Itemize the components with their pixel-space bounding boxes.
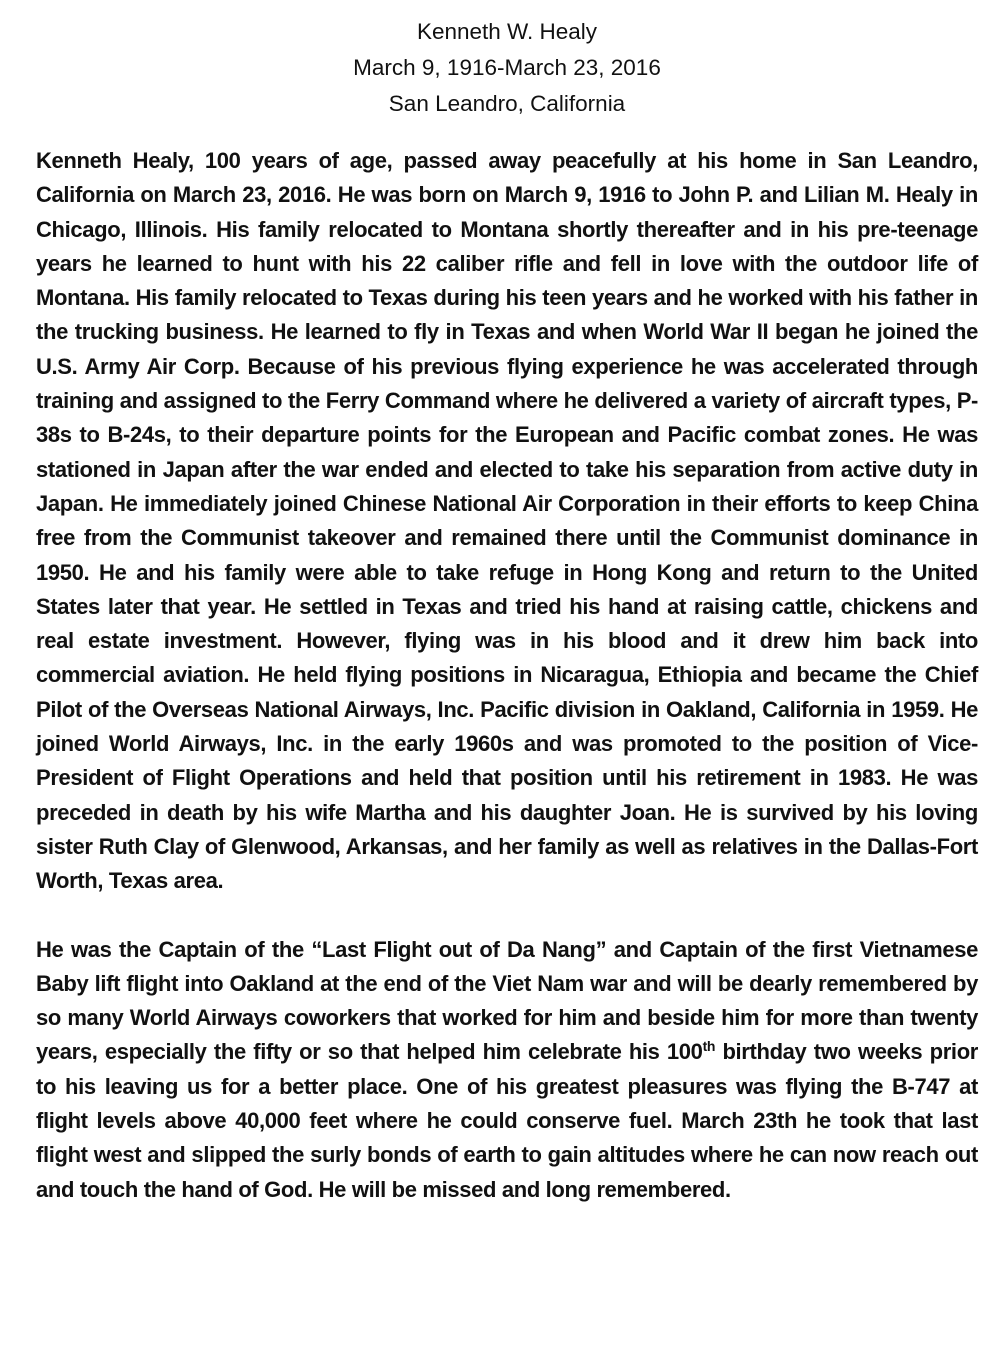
obituary-header [36, 14, 978, 122]
paragraph-2-text-a: He was the Captain of the “Last Flight out of Da Nang” and Captain of the first Vietnamese Baby lift flight into Oakland at the end of the Viet Nam war and will be dearly remembered by so many World Airways coworkers that worked for him and beside him for more than twenty years, especially the fifty or so that helped him celebrate his 100 [36, 936, 978, 1065]
hometown: San Leandro, California [388, 91, 626, 116]
ordinal-superscript: th [702, 1038, 716, 1055]
life-dates: March 9, 1916-March 23, 2016 [353, 55, 661, 80]
obituary-paragraph-1: Kenneth Healy, 100 years of age, passed away peacefully at his home in San Leandro, California on March 23, 2016. He was born on March 9, 1916 to John P. and Lilian M. Healy in Chicago, Illinois. His family relocated to Montana shortly thereafter and in his pre-teenage years he learned to hunt with his 22 caliber rifle and fell in love with the outdoor life of Montana. His family relocated to Texas during his teen years and he worked with his father in the trucking business. He learned to fly in Texas and when World War II began he joined the U.S. Army Air Corp. Because of his previous flying experience he was accelerated through training and assigned to the Ferry Command where he delivered a variety of aircraft types, P-38s to B-24s, to their departure points for the European and Pacific combat zones. He was stationed in Japan after the war ended and elected to take his separation from active duty in Japan. He immediately joined Chinese National Air Corporation in their efforts to keep China free from the Communist takeover and remained there until the Communist dominance in 1950. He and his family were able to take refuge in Hong Kong and return to the United States later that year. He settled in Texas and tried his hand at raising cattle, chickens and real estate investment. However, flying was in his blood and it drew him back into commercial aviation. He held flying positions in Nicaragua, Ethiopia and became the Chief Pilot of the Overseas National Airways, Inc. Pacific division in Oakland, California in 1959. He joined World Airways, Inc. in the early 1960s and was promoted to the position of Vice-President of Flight Operations and held that position until his retirement in 1983. He was preceded in death by his wife Martha and his daughter Joan. He is survived by his loving sister Ruth Clay of Glenwood, Arkansas, and her family as well as relatives in the Dallas-Fort Worth, Texas area. [36, 148, 978, 894]
paragraph-2-text-b: birthday two weeks prior to his leaving us for a better place. One of his greatest pleasures was flying the B-747 at flight levels above 40,000 feet where he could conserve fuel. March 23th he took that last flight west and slipped the surly bonds of earth to gain altitudes where he can now reach out and touch the hand of God. He will be missed and long remembered. [36, 1039, 978, 1202]
obituary-paragraph-2 [36, 933, 978, 1207]
deceased-name: Kenneth W. Healy [416, 19, 598, 44]
